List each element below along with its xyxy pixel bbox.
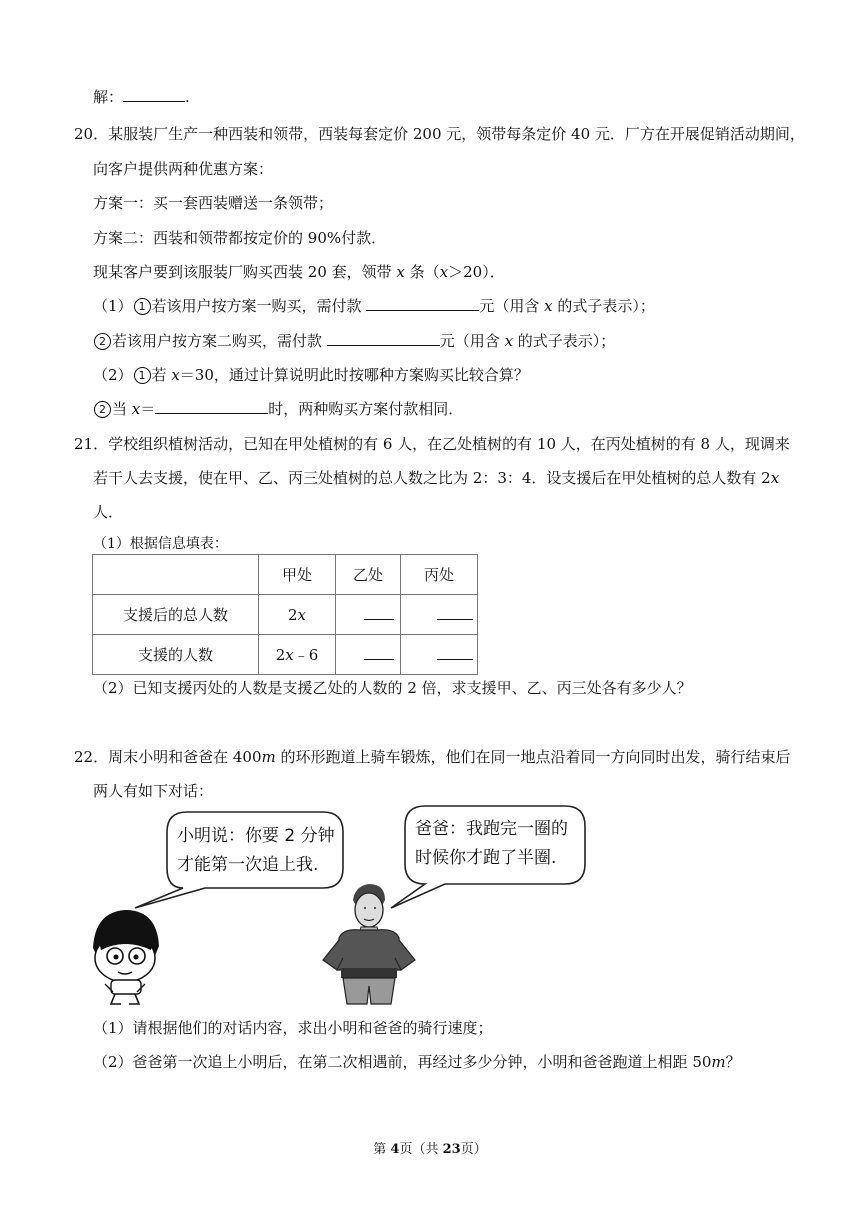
q21-stem-cont: 若干人去支援，使在甲、乙、丙三处植树的总人数之比为 2：3：4．设支援后在甲处植树的总人数有 2x: [93, 469, 780, 487]
q20-blank-2: [327, 331, 440, 346]
info-table: [92, 554, 478, 675]
q22-part2: （2）爸爸第一次追上小明后，在第二次相遇前，再经过多少分钟，小明和爸爸跑道上相距 50m？: [93, 1053, 741, 1071]
q21-stem-end: 人．: [93, 503, 124, 521]
circled-number: 2: [94, 333, 111, 350]
q21-part1: （1）根据信息填表：: [93, 536, 228, 552]
q20-stem-cont: 向客户提供两种优惠方案：: [93, 160, 274, 178]
xiaoming-speech: 小明说：你要 2 分钟 才能第一次追上我.: [177, 826, 335, 875]
q20-plan-two: 方案二：西装和领带都按定价的 90%付款．: [93, 229, 387, 247]
circled-number: 2: [94, 401, 111, 418]
q20-part2-sub1: （2） 1 若 x＝30，通过计算说明此时按哪种方案购买比较合算？: [93, 366, 529, 384]
q20-blank-1: [366, 296, 479, 311]
table-blank: [437, 605, 473, 620]
table-blank: [364, 645, 394, 660]
answer-line: 解： .: [93, 88, 190, 106]
q22-stem-cont: 两人有如下对话：: [93, 782, 214, 800]
table-blank: [437, 645, 473, 660]
table-row: 支援后的总人数 2x: [93, 595, 478, 635]
table-header-row: 甲处 乙处 丙处: [93, 555, 478, 595]
circled-number: 1: [134, 367, 151, 384]
q20-stem: 20．某服装厂生产一种西装和领带，西装每套定价 200 元，领带每条定价 40 元．厂方在开展促销活动期间，: [74, 125, 805, 143]
father-speech: 爸爸：我跑完一圈的 时候你才跑了半圈.: [415, 819, 568, 868]
answer-blank: [123, 87, 185, 102]
q20-part2-sub2: 2 当 x＝ 时，两种购买方案付款相同．: [93, 399, 463, 419]
q20-plan-one: 方案一：买一套西装赠送一条领带；: [93, 194, 334, 212]
q22-stem: 22．周末小明和爸爸在 400m 的环形跑道上骑车锻炼，他们在同一地点沿着同一方向同时出发，骑行结束后: [74, 748, 791, 766]
q20-blank-3: [155, 399, 268, 414]
table-blank: [364, 605, 394, 620]
q21-stem: 21．学校组织植树活动，已知在甲处植树的有 6 人，在乙处植树的有 10 人，在丙处植树的有 8 人，现调来: [74, 435, 790, 453]
q20-condition: 现某客户要到该服装厂购买西装 20 套，领带 x 条（x＞20）．: [93, 263, 505, 281]
boy-figure: [93, 910, 159, 1004]
q22-part1: （1）请根据他们的对话内容，求出小明和爸爸的骑行速度；: [93, 1019, 493, 1037]
q20-part1-sub1: （1） 1 若该用户按方案一购买，需付款 元（用含 x 的式子表示）；: [93, 297, 655, 315]
table-row: 支援的人数 2x﹣6: [93, 635, 478, 675]
circled-number: 1: [134, 298, 151, 315]
q21-part2: （2）已知支援丙处的人数是支援乙处的人数的 2 倍，求支援甲、乙、丙三处各有多少人？: [93, 679, 692, 697]
q20-part1-sub2: 2 若该用户按方案二购买，需付款 元（用含 x 的式子表示）；: [93, 331, 615, 351]
page-footer: 第 4页（共 23页）: [373, 1142, 487, 1157]
